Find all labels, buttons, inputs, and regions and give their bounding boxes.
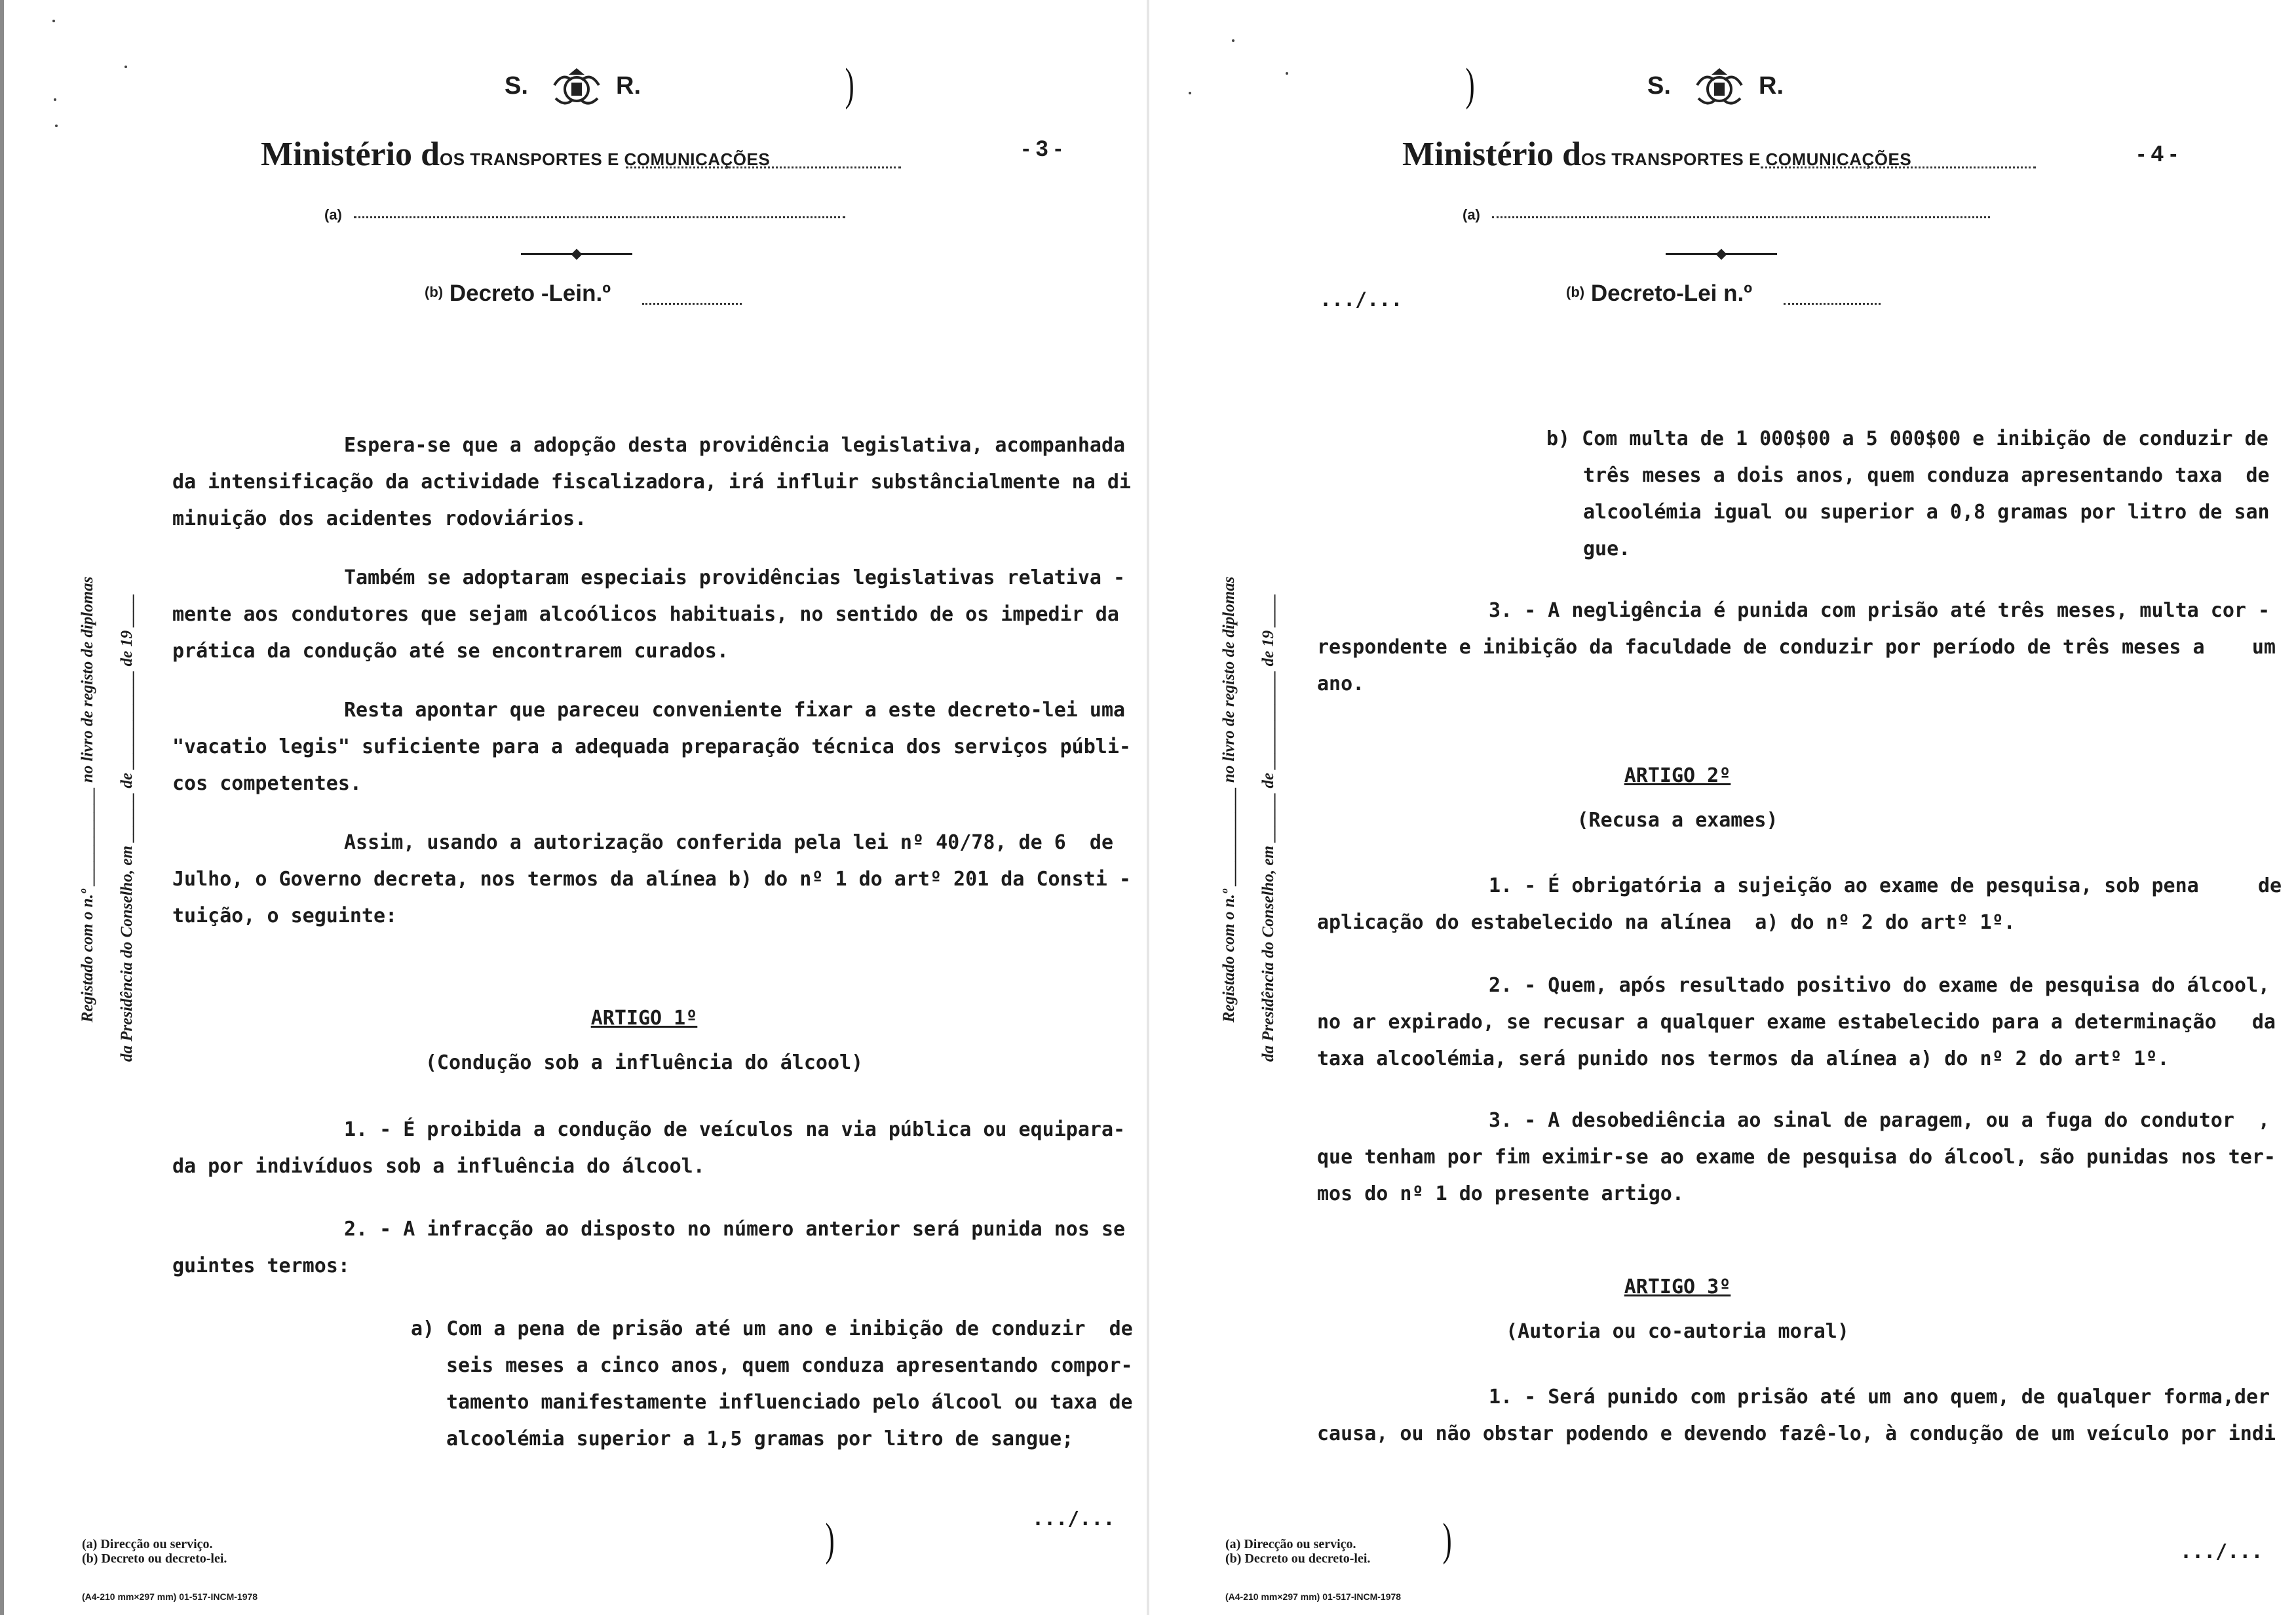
artigo-2-subtitle: (Recusa a exames) xyxy=(1577,809,1778,832)
item-line: 1. - É proibida a condução de veículos na via pública ou equipara- xyxy=(344,1118,1126,1141)
item-line: aplicação do estabelecido na alínea a) do nº 2 do artº 1º. xyxy=(1317,911,2016,934)
artigo-heading-row xyxy=(1317,1269,2038,1306)
coat-of-arms-icon xyxy=(1692,66,1747,113)
speck xyxy=(1232,39,1234,42)
print-info: (A4-210 mm×297 mm) 01-517-INCM-1978 xyxy=(82,1591,258,1602)
decreto-marker: (b) xyxy=(1566,284,1585,300)
sub-item-line: alcoolémia igual ou superior a 0,8 gramas por litro de san xyxy=(1583,501,2270,524)
speck xyxy=(55,125,58,127)
footnotes xyxy=(1225,1537,1370,1566)
speck xyxy=(1189,92,1191,94)
paragraph-line: tuição, o seguinte: xyxy=(172,905,398,927)
decreto-title xyxy=(1566,281,1752,307)
ministry-word: Ministério xyxy=(261,136,413,173)
registration-note-line-1: Registado com o n.º ____________ no livro de registo de diplomas xyxy=(1220,576,1238,1022)
item-line: da por indivíduos sob a influência do álcool. xyxy=(172,1155,705,1178)
republic-seal xyxy=(1641,66,1811,111)
registration-note-line-2: da Presidência do Conselho, em ______ de ____________ de 19 ____ xyxy=(1259,593,1277,1062)
paragraph-line: prática da condução até se encontrarem curados. xyxy=(172,640,729,663)
continuation-mark: .../... xyxy=(2180,1540,2263,1563)
coat-of-arms-icon xyxy=(549,66,604,113)
footnote-a: (a) Direcção ou serviço. xyxy=(82,1537,213,1551)
artigo-2-title: ARTIGO 2º xyxy=(1624,764,1731,787)
margin-mark: ) xyxy=(1442,1515,1452,1565)
divider-ornament xyxy=(571,249,583,260)
page-4 xyxy=(1148,0,2296,1615)
sub-item-line: três meses a dois anos, quem conduza apresentando taxa de xyxy=(1583,464,2270,487)
item-line: 3. - A negligência é punida com prisão até três meses, multa cor - xyxy=(1489,599,2270,622)
speck xyxy=(54,98,56,101)
sub-item-line: seis meses a cinco anos, quem conduza apresentando compor- xyxy=(446,1354,1133,1377)
footnotes xyxy=(82,1537,227,1566)
registration-note xyxy=(79,413,177,1068)
artigo-1-title: ARTIGO 1º xyxy=(590,1007,698,1030)
registration-note-line-2: da Presidência do Conselho, em ______ de ____________ de 19 ____ xyxy=(118,593,136,1062)
item-line: 1. - Será punido com prisão até um ano quem, de qualquer forma,der xyxy=(1489,1386,2270,1409)
item-line: guintes termos: xyxy=(172,1255,350,1277)
ministry-prefix: d xyxy=(1562,136,1581,173)
footnote-b: (b) Decreto ou decreto-lei. xyxy=(1225,1551,1371,1566)
body-text xyxy=(1317,421,2280,1452)
page-number: - 4 - xyxy=(2137,142,2177,166)
decreto-number-line xyxy=(642,303,742,305)
paragraph-line: Também se adoptaram especiais providências legislativas relativa - xyxy=(344,566,1126,589)
decreto-label: Decreto-Lei n.º xyxy=(1590,281,1752,306)
seal-letter-r: R. xyxy=(1759,72,1784,100)
item-line: ano. xyxy=(1317,672,1365,695)
item-line: respondente e inibição da faculdade de conduzir por período de três meses a um xyxy=(1317,636,2276,659)
decreto-marker: (b) xyxy=(425,284,444,300)
artigo-1-subtitle: (Condução sob a influência do álcool) xyxy=(425,1051,864,1074)
item-line: causa, ou não obstar podendo e devendo fazê-lo, à condução de um veículo por indi xyxy=(1317,1422,2276,1445)
item-line: 2. - A infracção ao disposto no número anterior será punida nos se xyxy=(344,1218,1126,1241)
sub-item-line: alcoolémia superior a 1,5 gramas por litro de sangue; xyxy=(446,1428,1074,1450)
decreto-number-line xyxy=(1784,303,1881,305)
speck xyxy=(1286,72,1288,75)
artigo-heading-row xyxy=(172,1000,1116,1037)
seal-letter-s: S. xyxy=(1647,72,1671,100)
paragraph-line: minuição dos acidentes rodoviários. xyxy=(172,507,587,530)
republic-seal xyxy=(498,66,668,111)
item-line: que tenham por fim eximir-se ao exame de pesquisa do álcool, são punidas nos ter- xyxy=(1317,1146,2276,1169)
item-line: 3. - A desobediência ao sinal de paragem, ou a fuga do condutor , xyxy=(1489,1109,2270,1132)
artigo-heading-row xyxy=(1317,758,2038,794)
margin-mark: ) xyxy=(845,60,854,110)
paragraph-line: Espera-se que a adopção desta providência legislativa, acompanhada xyxy=(344,434,1126,457)
decreto-label: Decreto -Lein.º xyxy=(449,281,611,306)
margin-mark: ) xyxy=(1465,60,1475,110)
sub-item-line: gue. xyxy=(1583,537,1631,560)
divider-ornament xyxy=(1716,249,1727,260)
item-line: no ar expirado, se recusar a qualquer exame estabelecido para a determinação da xyxy=(1317,1011,2276,1034)
ministry-prefix: d xyxy=(421,136,440,173)
paragraph-line: Julho, o Governo decreta, nos termos da alínea b) do nº 1 do artº 201 da Consti - xyxy=(172,868,1131,891)
artigo-3-subtitle: (Autoria ou co-autoria moral) xyxy=(1506,1320,1849,1343)
margin-mark: ) xyxy=(825,1515,835,1565)
sub-item-line: b) Com multa de 1 000$00 a 5 000$00 e inibição de conduzir de xyxy=(1546,427,2268,450)
ministry-dotted-line xyxy=(1761,166,2036,168)
footnote-b: (b) Decreto ou decreto-lei. xyxy=(82,1551,227,1566)
continuation-top: .../... xyxy=(1320,288,1403,311)
print-info: (A4-210 mm×297 mm) 01-517-INCM-1978 xyxy=(1225,1591,1402,1602)
item-line: taxa alcoolémia, será punido nos termos da alínea a) do nº 2 do artº 1º. xyxy=(1317,1047,2170,1070)
paragraph-line: mente aos condutores que sejam alcoólicos habituais, no sentido de os impedir da xyxy=(172,603,1119,626)
paragraph-line: Resta apontar que pareceu conveniente fixar a este decreto-lei uma xyxy=(344,699,1126,722)
speck xyxy=(52,20,55,22)
sub-item-line: a) Com a pena de prisão até um ano e inibição de conduzir de xyxy=(411,1317,1133,1340)
field-a-label: (a) xyxy=(1463,206,1480,223)
page-number: - 3 - xyxy=(1022,136,1062,161)
item-line: 1. - É obrigatória a sujeição ao exame de pesquisa, sob pena de xyxy=(1489,874,2282,897)
field-a-label: (a) xyxy=(324,206,342,223)
continuation-mark: .../... xyxy=(1032,1508,1115,1530)
decreto-title xyxy=(425,281,611,307)
registration-note xyxy=(1220,413,1318,1068)
item-line: mos do nº 1 do presente artigo. xyxy=(1317,1182,1684,1205)
ministry-word: Ministério xyxy=(1402,136,1554,173)
ministry-dotted-line xyxy=(626,166,901,168)
seal-letter-r: R. xyxy=(616,72,641,100)
ministry-name: OS TRANSPORTES E COMUNICAÇÕES xyxy=(1580,149,1912,169)
ministry-name: OS TRANSPORTES E COMUNICAÇÕES xyxy=(439,149,771,169)
body-text xyxy=(172,427,1133,1458)
item-line: 2. - Quem, após resultado positivo do exame de pesquisa do álcool, xyxy=(1489,974,2270,997)
field-a-line xyxy=(354,216,845,218)
sub-item-line: tamento manifestamente influenciado pelo álcool ou taxa de xyxy=(446,1391,1133,1414)
paragraph-line: Assim, usando a autorização conferida pela lei nº 40/78, de 6 de xyxy=(344,831,1113,854)
paragraph-line: "vacatio legis" suficiente para a adequada preparação técnica dos serviços públi- xyxy=(172,735,1131,758)
artigo-3-title: ARTIGO 3º xyxy=(1624,1275,1731,1298)
footnote-a: (a) Direcção ou serviço. xyxy=(1225,1537,1356,1551)
paragraph-line: da intensificação da actividade fiscalizadora, irá influir substâncialmente na di xyxy=(172,471,1131,494)
seal-letter-s: S. xyxy=(505,72,528,100)
registration-note-line-1: Registado com o n.º ____________ no livro de registo de diplomas xyxy=(79,576,96,1022)
paragraph-line: cos competentes. xyxy=(172,772,362,795)
field-a-line xyxy=(1492,216,1990,218)
speck xyxy=(124,66,127,68)
